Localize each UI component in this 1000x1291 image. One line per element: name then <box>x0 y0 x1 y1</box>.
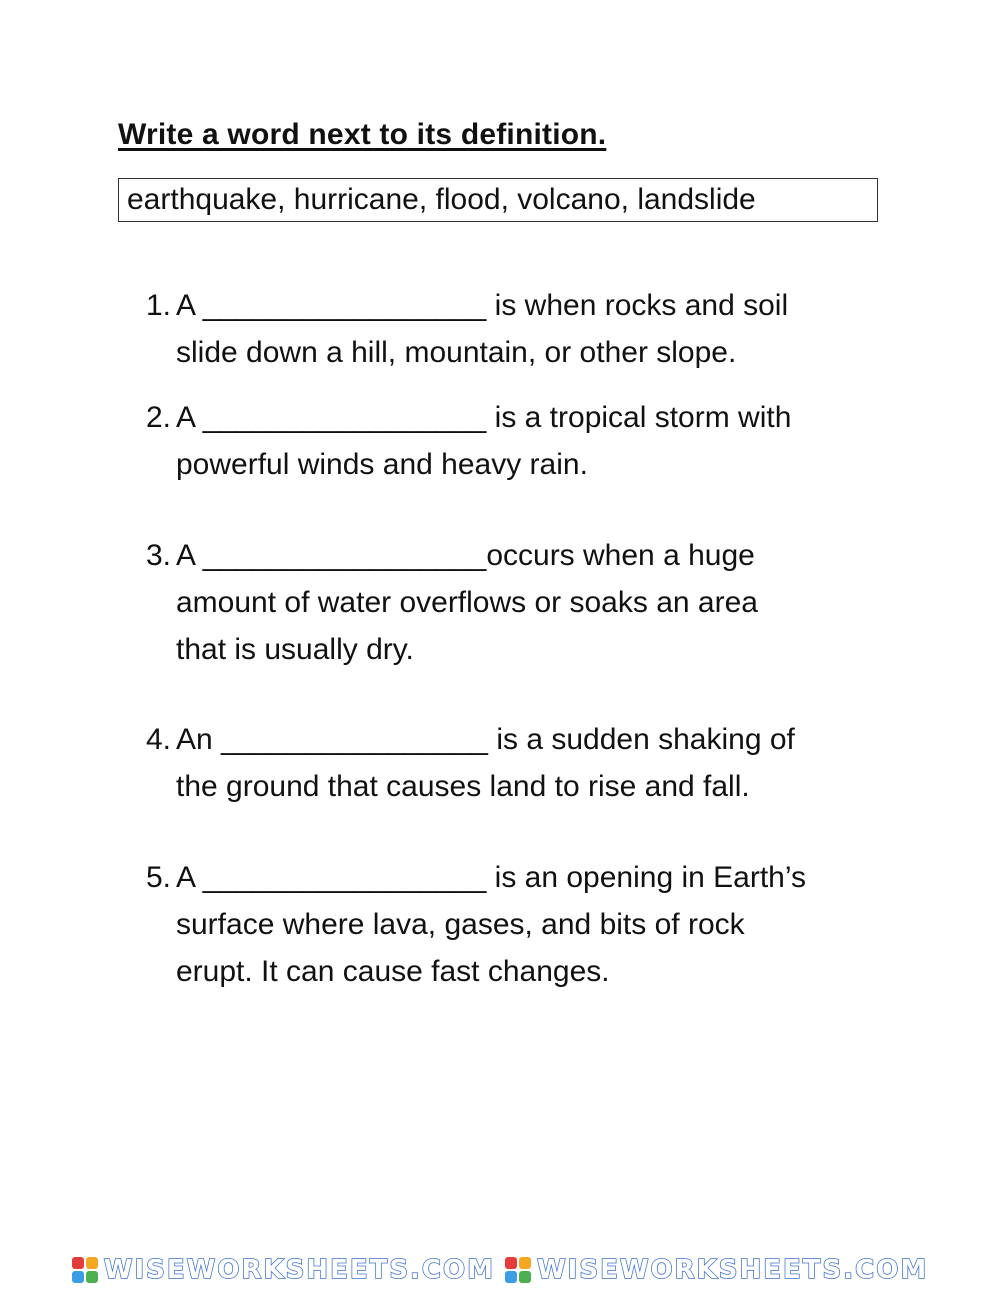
question-number: 3. <box>146 539 172 572</box>
question-text: A _________________ is an opening in Earth’s surface where lava, gases, and bits of rock erupt. It can cause fast changes. <box>176 861 806 988</box>
watermark-block <box>72 1255 495 1285</box>
question-text: An ________________ is a sudden shaking of the ground that causes land to rise and fall. <box>176 723 795 803</box>
question-item <box>146 854 866 995</box>
question-item <box>146 532 866 673</box>
watermark-text: WISEWORKSHEETS.COM <box>537 1255 929 1285</box>
worksheet-title: Write a word next to its definition. <box>118 118 607 151</box>
question-item <box>146 716 866 810</box>
logo-tile <box>86 1257 98 1269</box>
question-text: A _________________ is a tropical storm with powerful winds and heavy rain. <box>176 401 792 481</box>
question-number: 1. <box>146 289 172 322</box>
logo-tile <box>519 1257 531 1269</box>
watermark-text: WISEWORKSHEETS.COM <box>103 1255 495 1285</box>
brand-logo-icon <box>72 1257 98 1283</box>
brand-logo-icon <box>505 1257 531 1283</box>
question-number: 2. <box>146 401 172 434</box>
question-number: 5. <box>146 861 172 894</box>
logo-tile <box>519 1271 531 1283</box>
word-bank-text: earthquake, hurricane, flood, volcano, landslide <box>127 183 756 216</box>
question-number: 4. <box>146 723 172 756</box>
logo-tile <box>505 1271 517 1283</box>
word-bank-box <box>118 178 878 222</box>
logo-tile <box>72 1271 84 1283</box>
logo-tile <box>86 1271 98 1283</box>
footer-watermark <box>0 1253 1000 1287</box>
logo-tile <box>72 1257 84 1269</box>
question-item <box>146 394 866 488</box>
question-text: A _________________ is when rocks and soil slide down a hill, mountain, or other slope. <box>176 289 789 369</box>
watermark-block <box>505 1255 928 1285</box>
question-text: A _________________occurs when a huge amount of water overflows or soaks an area that is usually dry. <box>176 539 758 666</box>
question-item <box>146 282 866 376</box>
logo-tile <box>505 1257 517 1269</box>
